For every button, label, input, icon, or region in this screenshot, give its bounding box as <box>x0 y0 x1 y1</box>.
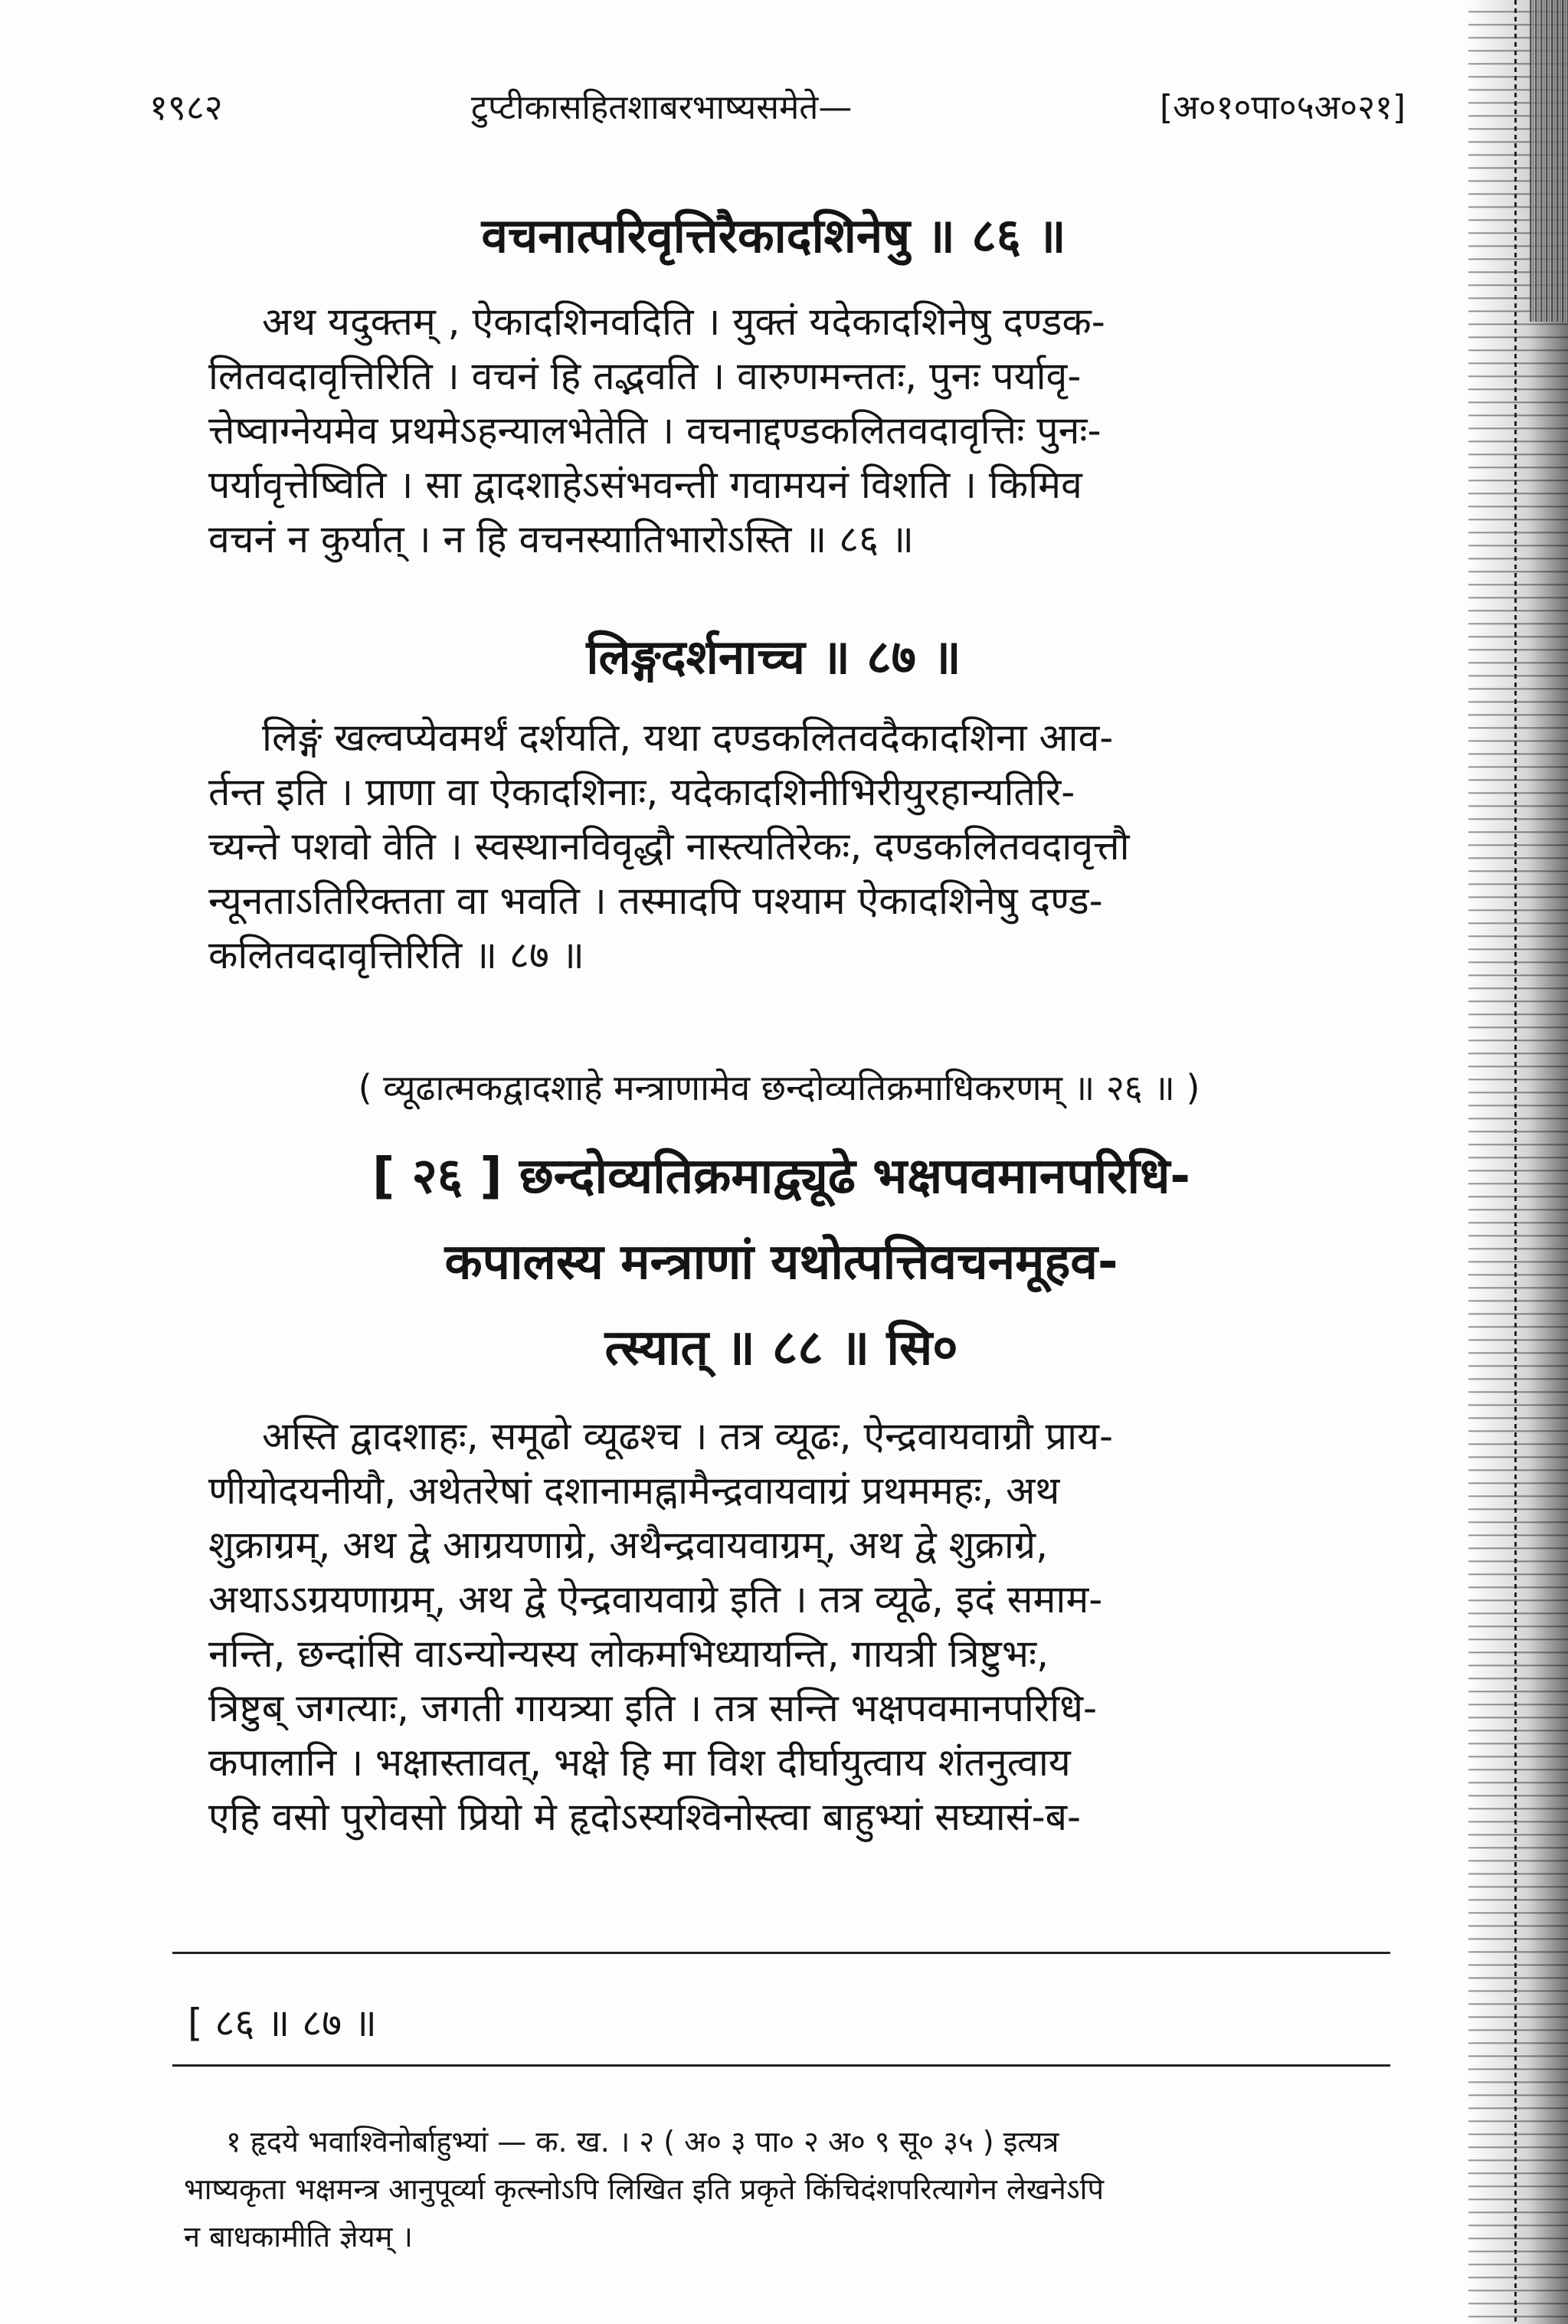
divider-rule <box>172 1952 1390 1954</box>
commentary-line: अथाऽऽग्रयणाग्रम्, अथ द्वे ऐन्द्रवायवाग्रे इति । तत्र व्यूढे, इदं समाम- <box>208 1577 1103 1622</box>
commentary-line: णीयोदयनीयौ, अथेतरेषां दशानामह्नामैन्द्रवायवाग्रं प्रथममहः, अथ <box>208 1468 1060 1513</box>
footnote <box>184 2118 1394 2260</box>
commentary-line: र्तन्त इति । प्राणा वा ऐकादशिनाः, यदेकादशिनीभिरीयुरहान्यतिरि- <box>208 770 1075 814</box>
scan-noise <box>1530 0 1568 322</box>
commentary-line: त्तेष्वाग्नेयमेव प्रथमेऽहन्यालभेतेति । वचनाद्दण्डकलितवदावृत्तिः पुनः- <box>208 408 1102 453</box>
page-number: १९८२ <box>149 87 223 128</box>
commentary-line: अथ यदुक्तम् , ऐकादशिनवदिति । युक्तं यदेकादशिनेषु दण्डक- <box>262 300 1105 344</box>
commentary-line: अस्ति द्वादशाहः, समूढो व्यूढश्च । तत्र व्यूढः, ऐन्द्रवायवाग्रौ प्राय- <box>262 1414 1114 1458</box>
running-title: टुप्टीकासहितशाबरभाष्यसमेते— <box>471 88 853 127</box>
sutra-line: कपालस्य मन्त्राणां यथोत्पत्तिवचनमूहव- <box>444 1234 1118 1291</box>
sutra-88-heading <box>184 1134 1379 1391</box>
footnote-line: १ हृदये भवाश्विनोर्बाहुभ्यां — क. ख. । २ ( अ० ३ पा० २ अ० ९ सू० ३५ ) इत्यत्र <box>226 2125 1059 2159</box>
binding-dotted-line <box>1514 0 1517 2324</box>
commentary-87 <box>208 711 1350 983</box>
commentary-line: लिङ्गं खल्वप्येवमर्थं दर्शयति, यथा दण्डकलितवदैकादशिना आव- <box>262 715 1114 760</box>
sutra-87-heading: लिङ्गदर्शनाच्च ॥ ८७ ॥ <box>586 629 961 685</box>
sutra-line: [ २६ ] छन्दोव्यतिक्रमाद्व्यूढे भक्षपवमानपरिधि- <box>372 1148 1190 1205</box>
footnote-divider <box>172 2064 1390 2067</box>
adhikarana-title: ( व्यूढात्मकद्वादशाहे मन्त्राणामेव छन्दोव्यतिक्रमाधिकरणम् ॥ २६ ॥ ) <box>358 1067 1200 1108</box>
commentary-86 <box>208 295 1350 567</box>
sutra-86-heading: वचनात्परिवृत्तिरैकादशिनेषु ॥ ८६ ॥ <box>481 208 1066 263</box>
commentary-line: लितवदावृत्तिरिति । वचनं हि तद्भवति । वारुणमन्ततः, पुनः पर्यावृ- <box>208 354 1082 398</box>
commentary-line: त्रिष्टुब् जगत्याः, जगती गायत्र्या इति । तत्र सन्ति भक्षपवमानपरिधि- <box>208 1686 1098 1730</box>
commentary-line: एहि वसो पुरोवसो प्रियो मे हृदोऽस्यश्विनोस्त्वा बाहुभ्यां सघ्यासं-ब- <box>208 1795 1082 1839</box>
running-header <box>149 83 1406 144</box>
commentary-line: वचनं न कुर्यात् । न हि वचनस्यातिभारोऽस्ति ॥ ८६ ॥ <box>208 517 914 561</box>
commentary-line: कपालानि । भक्षास्तावत्, भक्षे हि मा विश दीर्घायुत्वाय शंतनुत्वाय <box>208 1740 1071 1785</box>
variant-readings: [ ८६ ॥ ८७ ॥ <box>188 2001 377 2045</box>
commentary-line: पर्यावृत्तेष्विति । सा द्वादशाहेऽसंभवन्ती गवामयनं विशति । किमिव <box>208 463 1082 507</box>
footnote-line: न बाधकामीति ज्ञेयम् । <box>184 2220 413 2254</box>
commentary-line: न्यूनताऽतिरिक्तता वा भवति । तस्मादपि पश्याम ऐकादशिनेषु दण्ड- <box>208 879 1103 923</box>
commentary-88 <box>208 1409 1350 1844</box>
scan-edge-shadow <box>1468 0 1568 2324</box>
commentary-line: नन्ति, छन्दांसि वाऽन्योन्यस्य लोकमभिध्यायन्ति, गायत्री त्रिष्टुभः, <box>208 1632 1049 1676</box>
sutra-line: त्स्यात् ॥ ८८ ॥ सि० <box>604 1320 958 1376</box>
commentary-line: शुक्राग्रम्, अथ द्वे आग्रयणाग्रे, अथैन्द्रवायवाग्रम्, अथ द्वे शुक्राग्रे, <box>208 1523 1048 1567</box>
footnote-line: भाष्यकृता भक्षमन्त्र आनुपूर्व्या कृत्स्नोऽपि लिखित इति प्रकृते किंचिदंशपरित्यागेन लेखनेऽपि <box>184 2172 1105 2206</box>
section-reference: [अ०१०पा०५अ०२१] <box>1160 88 1406 127</box>
commentary-line: कलितवदावृत्तिरिति ॥ ८७ ॥ <box>208 933 584 977</box>
commentary-line: च्यन्ते पशवो वेति । स्वस्थानविवृद्धौ नास्त्यतिरेकः, दण्डकलितवदावृत्तौ <box>208 824 1130 869</box>
